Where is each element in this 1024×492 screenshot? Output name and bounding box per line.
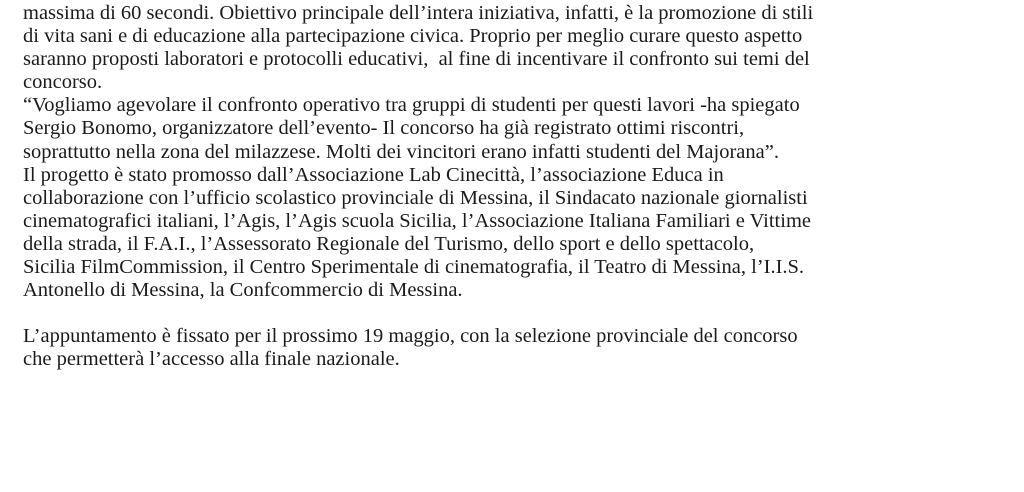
- paragraph-spacer: [23, 302, 1013, 325]
- paragraph-promoters: [23, 164, 1013, 303]
- paragraph-quote: [23, 94, 1013, 163]
- text-line: Antonello di Messina, la Confcommercio di Messina.: [23, 279, 463, 302]
- document-body: [23, 2, 1013, 372]
- text-line: saranno proposti laboratori e protocolli educativi, al fine di incentivare il confronto sui temi del: [23, 48, 810, 71]
- text-line: massima di 60 secondi. Obiettivo principale dell’intera iniziativa, infatti, è la promozione di stili: [23, 2, 814, 24]
- text-line: Il progetto è stato promosso dall’Associazione Lab Cinecittà, l’associazione Educa in: [23, 163, 724, 186]
- paragraph-appointment: [23, 325, 1013, 371]
- text-line: Sergio Bonomo, organizzatore dell’evento- Il concorso ha già registrato ottimi riscontri,: [23, 117, 745, 140]
- text-line: Sicilia FilmCommission, il Centro Sperimentale di cinematografia, il Teatro di Messina, l’I.I.S.: [23, 256, 805, 279]
- text-line: concorso.: [23, 71, 103, 94]
- text-line: della strada, il F.A.I., l’Assessorato Regionale del Turismo, dello sport e dello spettacolo,: [23, 232, 755, 255]
- text-line: di vita sani e di educazione alla partecipazione civica. Proprio per meglio curare questo aspetto: [23, 25, 803, 48]
- text-line: “Vogliamo agevolare il confronto operativo tra gruppi di studenti per questi lavori -ha spiegato: [23, 94, 800, 117]
- paragraph-intro: [23, 2, 1013, 94]
- text-line: L’appuntamento è fissato per il prossimo 19 maggio, con la selezione provinciale del concorso: [23, 325, 798, 348]
- text-line: soprattutto nella zona del milazzese. Molti dei vincitori erano infatti studenti del Majorana”.: [23, 140, 779, 163]
- text-line: che permetterà l’accesso alla finale nazionale.: [23, 348, 400, 371]
- text-line: collaborazione con l’ufficio scolastico provinciale di Messina, il Sindacato nazionale giornalisti: [23, 186, 808, 209]
- text-line: cinematografici italiani, l’Agis, l’Agis scuola Sicilia, l’Associazione Italiana Familiari e Vittime: [23, 209, 811, 232]
